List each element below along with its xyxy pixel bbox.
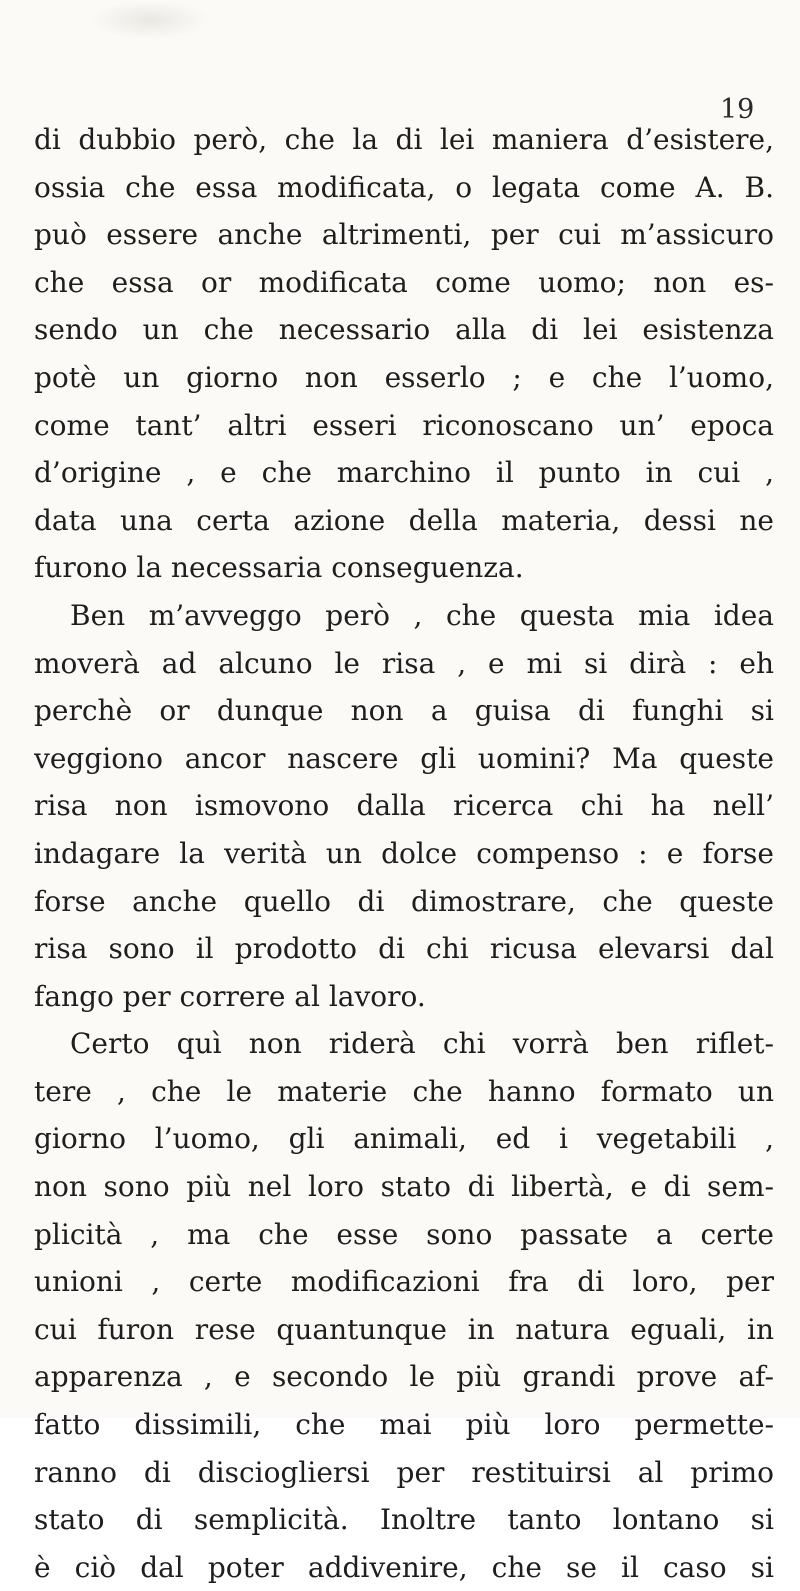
text-line: sendo un che necessario alla di lei esistenza [34,313,774,347]
text-line: unioni , certe modificazioni fra di loro, per [34,1265,774,1299]
text-line: ranno di disciogliersi per restituirsi al primo [34,1455,774,1489]
text-line: apparenza , e secondo le più grandi prove af- [34,1360,774,1394]
text-line: tere , che le materie che hanno formato un [34,1074,774,1108]
text-line: ossia che essa modificata, o legata come A. B. [34,170,774,204]
body-text [34,116,774,1591]
paper-stain [90,0,210,40]
text-line: è ciò dal poter addivenire, che se il caso si [34,1550,774,1584]
text-line: può essere anche altrimenti, per cui m’assicuro [34,218,774,252]
text-line: risa non ismovono dalla ricerca chi ha nell’ [34,789,774,823]
text-line: furono la necessaria conseguenza. [34,551,524,585]
text-line: plicità , ma che esse sono passate a certe [34,1217,774,1251]
text-line: moverà ad alcuno le risa , e mi si dirà : eh [34,646,774,680]
text-line: data una certa azione della materia, dessi ne [34,503,774,537]
text-line: cui furon rese quantunque in natura eguali, in [34,1312,774,1346]
text-line: stato di semplicità. Inoltre tanto lontano si [34,1503,774,1537]
text-line: potè un giorno non esserlo ; e che l’uomo, [34,360,774,394]
text-line: d’origine , e che marchino il punto in cui , [34,456,774,490]
text-line: Certo quì non riderà chi vorrà ben riflet- [70,1027,774,1061]
text-line: perchè or dunque non a guisa di funghi si [34,694,774,728]
text-line: fango per correre al lavoro. [34,979,426,1013]
text-line: risa sono il prodotto di chi ricusa elevarsi dal [34,932,774,966]
page-number: 19 [720,94,755,125]
text-line: come tant’ altri esseri riconoscano un’ epoca [34,408,774,442]
text-line: fatto dissimili, che mai più loro permette- [34,1408,774,1442]
text-line: di dubbio però, che la di lei maniera d’esistere, [34,123,774,156]
text-line: forse anche quello di dimostrare, che queste [34,884,774,918]
text-line: giorno l’uomo, gli animali, ed i vegetabili , [34,1122,774,1156]
text-line: non sono più nel loro stato di libertà, e di sem- [34,1170,774,1204]
text-line: indagare la verità un dolce compenso : e forse [34,836,774,870]
text-line: veggiono ancor nascere gli uomini? Ma queste [34,741,774,775]
text-line: Ben m’avveggo però , che questa mia idea [70,598,774,632]
text-line: che essa or modificata come uomo; non es- [34,265,774,299]
